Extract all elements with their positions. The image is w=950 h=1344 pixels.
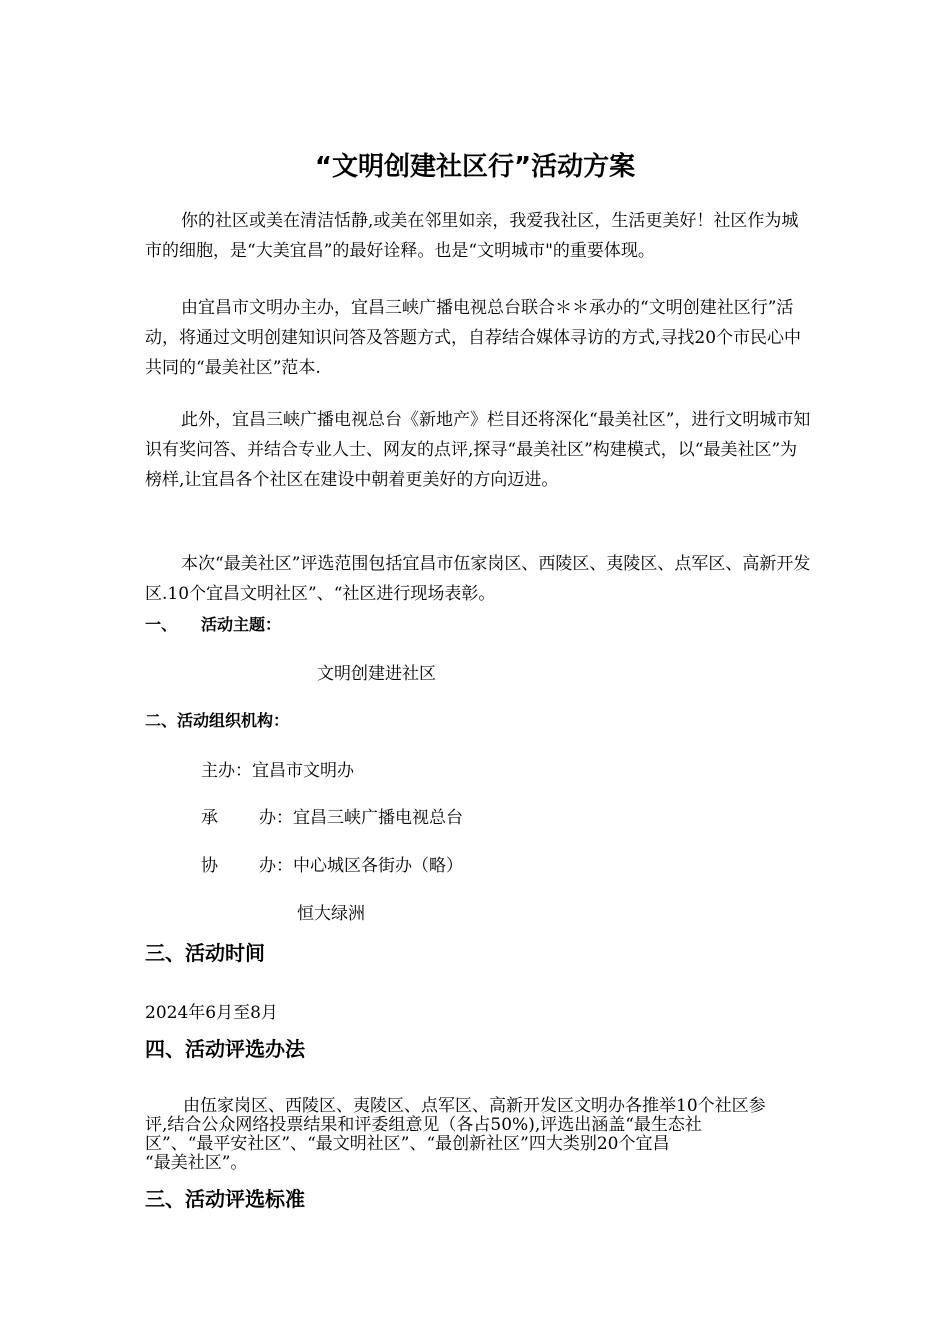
- section-1-heading: 活动主题：: [201, 615, 282, 634]
- method-line: 由伍家岗区、西陵区、夷陵区、点军区、高新开发区文明办各推举10个社区参: [183, 1096, 766, 1116]
- paragraph-text: 本次“最美社区”评选范围包括宜昌市伍家岗区、西陵区、夷陵区、点军区、高新开发区.10个宜昌文明社区”、“社区进行现场表彰。: [145, 554, 811, 604]
- section-5-heading: 三、活动评选标准: [145, 1187, 305, 1211]
- activity-theme: 文明创建进社区: [317, 664, 436, 684]
- method-line: 评,结合公众网络投票结果和评委组意见（各占50%),评选出涵盖“最生态社: [145, 1115, 702, 1135]
- intro-paragraph: [145, 206, 813, 266]
- co-organizer-line: 办：中心城区各街办（略）: [259, 856, 463, 876]
- paragraph-text: 由宜昌市文明办主办，宜昌三峡广播电视总台联合＊＊承办的“文明创建社区行”活动，将通过文明创建知识问答及答题方式，自荐结合媒体寻访的方式,寻找20个市民心中共同的“最美社区”范本.: [145, 298, 802, 378]
- organizer-paragraph: [145, 293, 813, 383]
- document-title: “文明创建社区行”活动方案: [314, 152, 636, 182]
- section-4-heading: 四、活动评选办法: [145, 1037, 305, 1061]
- section-1-number: 一、: [145, 615, 178, 634]
- activity-period: 2024年6月至8月: [145, 1003, 278, 1023]
- section-3-heading: 三、活动时间: [145, 941, 265, 965]
- organizer-line: 主办：宜昌市文明办: [201, 761, 354, 781]
- method-line: “最美社区”。: [145, 1153, 248, 1173]
- undertaker-label: 承: [201, 808, 218, 828]
- program-paragraph: [145, 405, 813, 495]
- section-2-heading: 二、活动组织机构：: [145, 711, 290, 730]
- co-organizer-line-2: 恒大绿洲: [297, 904, 365, 924]
- method-line: 区”、“最平安社区”、“最文明社区”、“最创新社区”四大类别20个宜昌: [145, 1134, 670, 1154]
- paragraph-text: 此外，宜昌三峡广播电视总台《新地产》栏目还将深化“最美社区”，进行文明城市知识有奖问答、并结合专业人士、网友的点评,探寻“最美社区”构建模式，以“最美社区”为榜样,让宜昌各个社区在建设中朝着更美好的方向迈进。: [145, 410, 811, 490]
- undertaker-line: 办：宜昌三峡广播电视总台: [259, 808, 463, 828]
- scope-paragraph: [145, 549, 813, 609]
- co-organizer-label: 协: [201, 856, 218, 876]
- paragraph-text: 你的社区或美在清洁恬静,或美在邻里如亲，我爱我社区，生活更美好！社区作为城市的细胞，是“大美宜昌”的最好诠释。也是“文明城市"的重要体现。: [145, 211, 799, 261]
